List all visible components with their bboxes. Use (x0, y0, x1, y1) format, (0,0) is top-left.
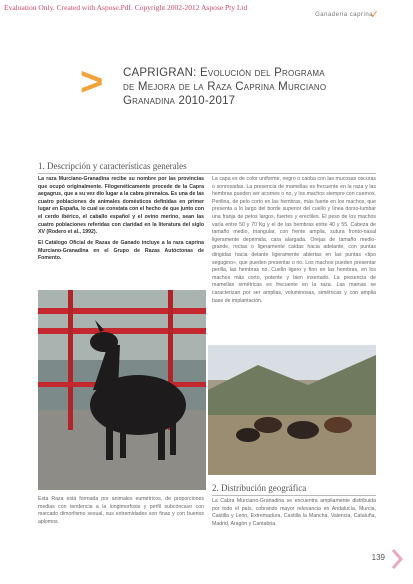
article-title (123, 66, 393, 108)
decorative-chevron-icon (391, 548, 403, 570)
section-2-divider (212, 495, 376, 496)
page-number: 139 (371, 553, 385, 562)
title-line-2: de Mejora de la Raza Caprina Murciano (123, 81, 327, 93)
body-description-paragraph: Esta Raza está formada por animales eumétricos, de proporciones medias con tendencia a la longimorfosis y perfil subcóncavo con marcado dimorfismo sexual, sus extremidades son finas y con buenos aplomos. (38, 496, 204, 525)
intro-paragraph-1: La raza Murciano-Granadina recibe su nombre por las provincias que ocupó originalmente. Filogenéticamente procede de la Capra aegagrus, que a su vez dio lugar a la cabra pirenaica. Es una de las cuatro poblaciones de animales domésticos definidas en primer lugar en España, lo cual se constata con el hecho de que junto con el cerdo ibérico, el caballo español y el ovino merino, sean las cuatro poblaciones referidas con claridad en la literatura del siglo XV (Rodero et al., 1992). (38, 176, 204, 236)
description-paragraph: La capa es de color uniforme, negro o caoba con las mucosas oscuras o sonrosadas. La presencia de mamellas es frecuente en la raza y las hembras pueden ser acornes o no, y los machos siempre con cuernos. Perilina, de pelo corto en las hembras, más fuerte en los machos, que presenta a lo largo del borde superior del cuello y línea dorso-lumbar una franja de pelos largos, fuertes y erectiles. El peso de los machos varía entre 50 y 70 Kg y el de las hembras entre 40 y 55. Cabeza de tamaño medio, triangular, con frente amplia, sutura fronto-nasal ligeramente deprimida, cara alargada. Orejas de tamaño medio-grande, rectas o ligeramente caídas hacia adelante, con puntas dirigidas hacia delante ligeramente abiertas en las puntas «tipo segugino», que pueden presentar o no. Los machos pueden presentar perilla, las hembras no. Cuello ligero y fino en las hembras, en los machos más corto, potente y bien insertado. La presencia de mamellas simétricas es frecuente en la raza. Las mamas se caracterizan por ser amplias, voluminosas, simétricas y con amplia base de implantación. (212, 176, 376, 304)
chevron-right-icon: > (80, 60, 104, 104)
watermark-text: Evaluation Only. Created with Aspose.Pdf. Copyright 2002-2012 Aspose Pty Ltd (4, 3, 248, 12)
section-1-heading: 1. Descripción y características generales (38, 161, 187, 171)
title-line-1: CAPRIGRAN: Evolución del Programa (123, 67, 325, 79)
section-1-divider (38, 173, 376, 174)
brand-logo-icon: ✓ (369, 9, 379, 21)
goat-photo (38, 290, 206, 490)
herd-photo (208, 345, 376, 475)
title-line-3: Granadina 2010-2017 (123, 95, 236, 107)
section-2-heading: 2. Distribución geográfica (212, 483, 307, 493)
distribution-paragraph: La Cabra Murciano-Granadina se encuentra ampliamente distribuida por todo el país, cobrando mayor relevancia en Andalucía, Murcia, Castilla y León, Extremadura, Castilla la Mancha, Valencia, Cataluña, Madrid, Aragón y Cantabria. (212, 498, 376, 527)
brand-text: Ganaderia caprina (315, 12, 373, 18)
intro-paragraph-2: El Catálogo Oficial de Razas de Ganado incluye a la raza caprina Murciano-Granadina en el Grupo de Razas Autóctonas de Fomento. (38, 240, 204, 262)
